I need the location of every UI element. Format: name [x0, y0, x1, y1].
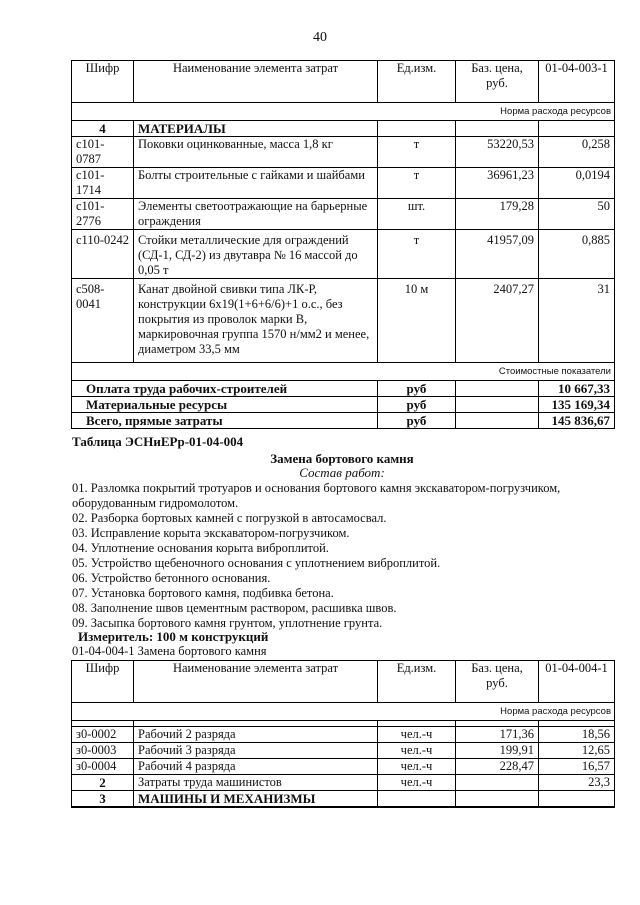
norm-caption: Норма расхода ресурсов: [72, 103, 615, 121]
row-name: Рабочий 3 разряда: [134, 743, 378, 759]
row-unit: т: [378, 137, 456, 168]
list-item: 09. Засыпка бортового камня грунтом, уплотнение грунта.: [72, 616, 383, 630]
row-unit: т: [378, 168, 456, 199]
list-item: 07. Установка бортового камня, подбивка бетона.: [72, 586, 334, 600]
section-title: МАТЕРИАЛЫ: [134, 121, 378, 137]
total-name: Оплата труда рабочих-строителей: [72, 381, 378, 397]
list-item: 01. Разломка покрытий тротуаров и основания бортового камня экскаватором-погрузчиком, оборудованным гидромолотом.: [72, 481, 561, 510]
list-item: 03. Исправление корыта экскаватором-погрузчиком.: [72, 526, 350, 540]
row-price: 41957,09: [456, 230, 539, 279]
composition-title: Состав работ:: [299, 465, 385, 480]
row-price: 36961,23: [456, 168, 539, 199]
header-unit: Ед.изм.: [378, 61, 456, 103]
total-unit: руб: [378, 413, 456, 429]
resource-table-01-04-003-1: [71, 60, 615, 429]
header-norm: 01-04-004-1: [539, 661, 615, 703]
row-norm: 31: [539, 279, 615, 363]
row-unit: чел.-ч: [378, 759, 456, 775]
header-norm: 01-04-003-1: [539, 61, 615, 103]
total-row: [72, 381, 615, 397]
page-number: 40: [313, 30, 327, 45]
row-norm: 16,57: [539, 759, 615, 775]
subtitle: 01-04-004-1 Замена бортового камня: [72, 644, 267, 658]
norm-caption: Норма расхода ресурсов: [72, 703, 615, 721]
row-code: с110-0242: [72, 230, 134, 279]
row-code: з0-0003: [72, 743, 134, 759]
header-name: Наименование элемента затрат: [134, 61, 378, 103]
table-row: [72, 199, 615, 230]
row-price: 199,91: [456, 743, 539, 759]
table-title: Таблица ЭСНиЕРр-01-04-004: [72, 434, 244, 449]
row-price: 171,36: [456, 727, 539, 743]
row-code: с101-0787: [72, 137, 134, 168]
list-item: 02. Разборка бортовых камней с погрузкой в автосамосвал.: [72, 511, 387, 525]
total-unit: руб: [378, 381, 456, 397]
table-row: [72, 279, 615, 363]
row-code: з0-0004: [72, 759, 134, 775]
row-name: Стойки металлические для ограждений (СД-1, СД-2) из двутавра № 16 массой до 0,05 т: [134, 230, 378, 279]
total-row: [72, 413, 615, 429]
row-norm: 0,885: [539, 230, 615, 279]
row-price: 228,47: [456, 759, 539, 775]
header-name: Наименование элемента затрат: [134, 661, 378, 703]
list-item: 05. Устройство щебеночного основания с уплотнением виброплитой.: [72, 556, 441, 570]
work-title: Замена бортового камня: [270, 451, 414, 466]
table-row: [72, 727, 615, 743]
row-price: 2407,27: [456, 279, 539, 363]
table-row: [72, 168, 615, 199]
table-row: [72, 775, 615, 791]
row-code: с101-1714: [72, 168, 134, 199]
table-row: [72, 759, 615, 775]
row-norm: 50: [539, 199, 615, 230]
row-name: Рабочий 2 разряда: [134, 727, 378, 743]
total-row: [72, 397, 615, 413]
row-norm: 18,56: [539, 727, 615, 743]
list-item: 08. Заполнение швов цементным раствором, расшивка швов.: [72, 601, 397, 615]
row-name: Затраты труда машинистов: [134, 775, 378, 791]
row-unit: чел.-ч: [378, 727, 456, 743]
table-row: [72, 743, 615, 759]
row-norm: 0,0194: [539, 168, 615, 199]
row-unit: 10 м: [378, 279, 456, 363]
row-name: Рабочий 4 разряда: [134, 759, 378, 775]
row-price: 53220,53: [456, 137, 539, 168]
works-list: [72, 481, 612, 631]
row-unit: чел.-ч: [378, 743, 456, 759]
section-row: [72, 791, 615, 808]
row-code: с101-2776: [72, 199, 134, 230]
row-name: Канат двойной свивки типа ЛК-Р, конструкции 6х19(1+6+6/6)+1 о.с., без покрытия из проволок марки В, маркировочная группа 1570 н/мм2 и менее, диаметром 33,5 мм: [134, 279, 378, 363]
row-name: Болты строительные с гайками и шайбами: [134, 168, 378, 199]
list-item: 04. Уплотнение основания корыта виброплитой.: [72, 541, 329, 555]
total-value: 135 169,34: [539, 397, 615, 413]
total-value: 10 667,33: [539, 381, 615, 397]
row-code: з0-0002: [72, 727, 134, 743]
table-row: [72, 137, 615, 168]
row-name: Поковки оцинкованные, масса 1,8 кг: [134, 137, 378, 168]
total-value: 145 836,67: [539, 413, 615, 429]
row-norm: 0,258: [539, 137, 615, 168]
row-norm: 12,65: [539, 743, 615, 759]
row-unit: чел.-ч: [378, 775, 456, 791]
row-name: Элементы светоотражающие на барьерные ограждения: [134, 199, 378, 230]
section-title: МАШИНЫ И МЕХАНИЗМЫ: [134, 791, 378, 808]
header-code: Шифр: [72, 661, 134, 703]
row-norm: 23,3: [539, 775, 615, 791]
row-unit: т: [378, 230, 456, 279]
header-price: Баз. цена, руб.: [456, 61, 539, 103]
total-name: Всего, прямые затраты: [72, 413, 378, 429]
row-code: 2: [72, 775, 134, 791]
header-unit: Ед.изм.: [378, 661, 456, 703]
resource-table-01-04-004-1: [71, 660, 615, 808]
cost-caption: Стоимостные показатели: [72, 363, 615, 381]
row-price: 179,28: [456, 199, 539, 230]
table-row: [72, 230, 615, 279]
row-unit: шт.: [378, 199, 456, 230]
meter: Измеритель: 100 м конструкций: [78, 629, 269, 644]
row-code: с508-0041: [72, 279, 134, 363]
section-number: 4: [72, 121, 134, 137]
row-price: [456, 775, 539, 791]
section-number: 3: [72, 791, 134, 808]
total-name: Материальные ресурсы: [72, 397, 378, 413]
header-price: Баз. цена, руб.: [456, 661, 539, 703]
header-code: Шифр: [72, 61, 134, 103]
total-unit: руб: [378, 397, 456, 413]
list-item: 06. Устройство бетонного основания.: [72, 571, 271, 585]
